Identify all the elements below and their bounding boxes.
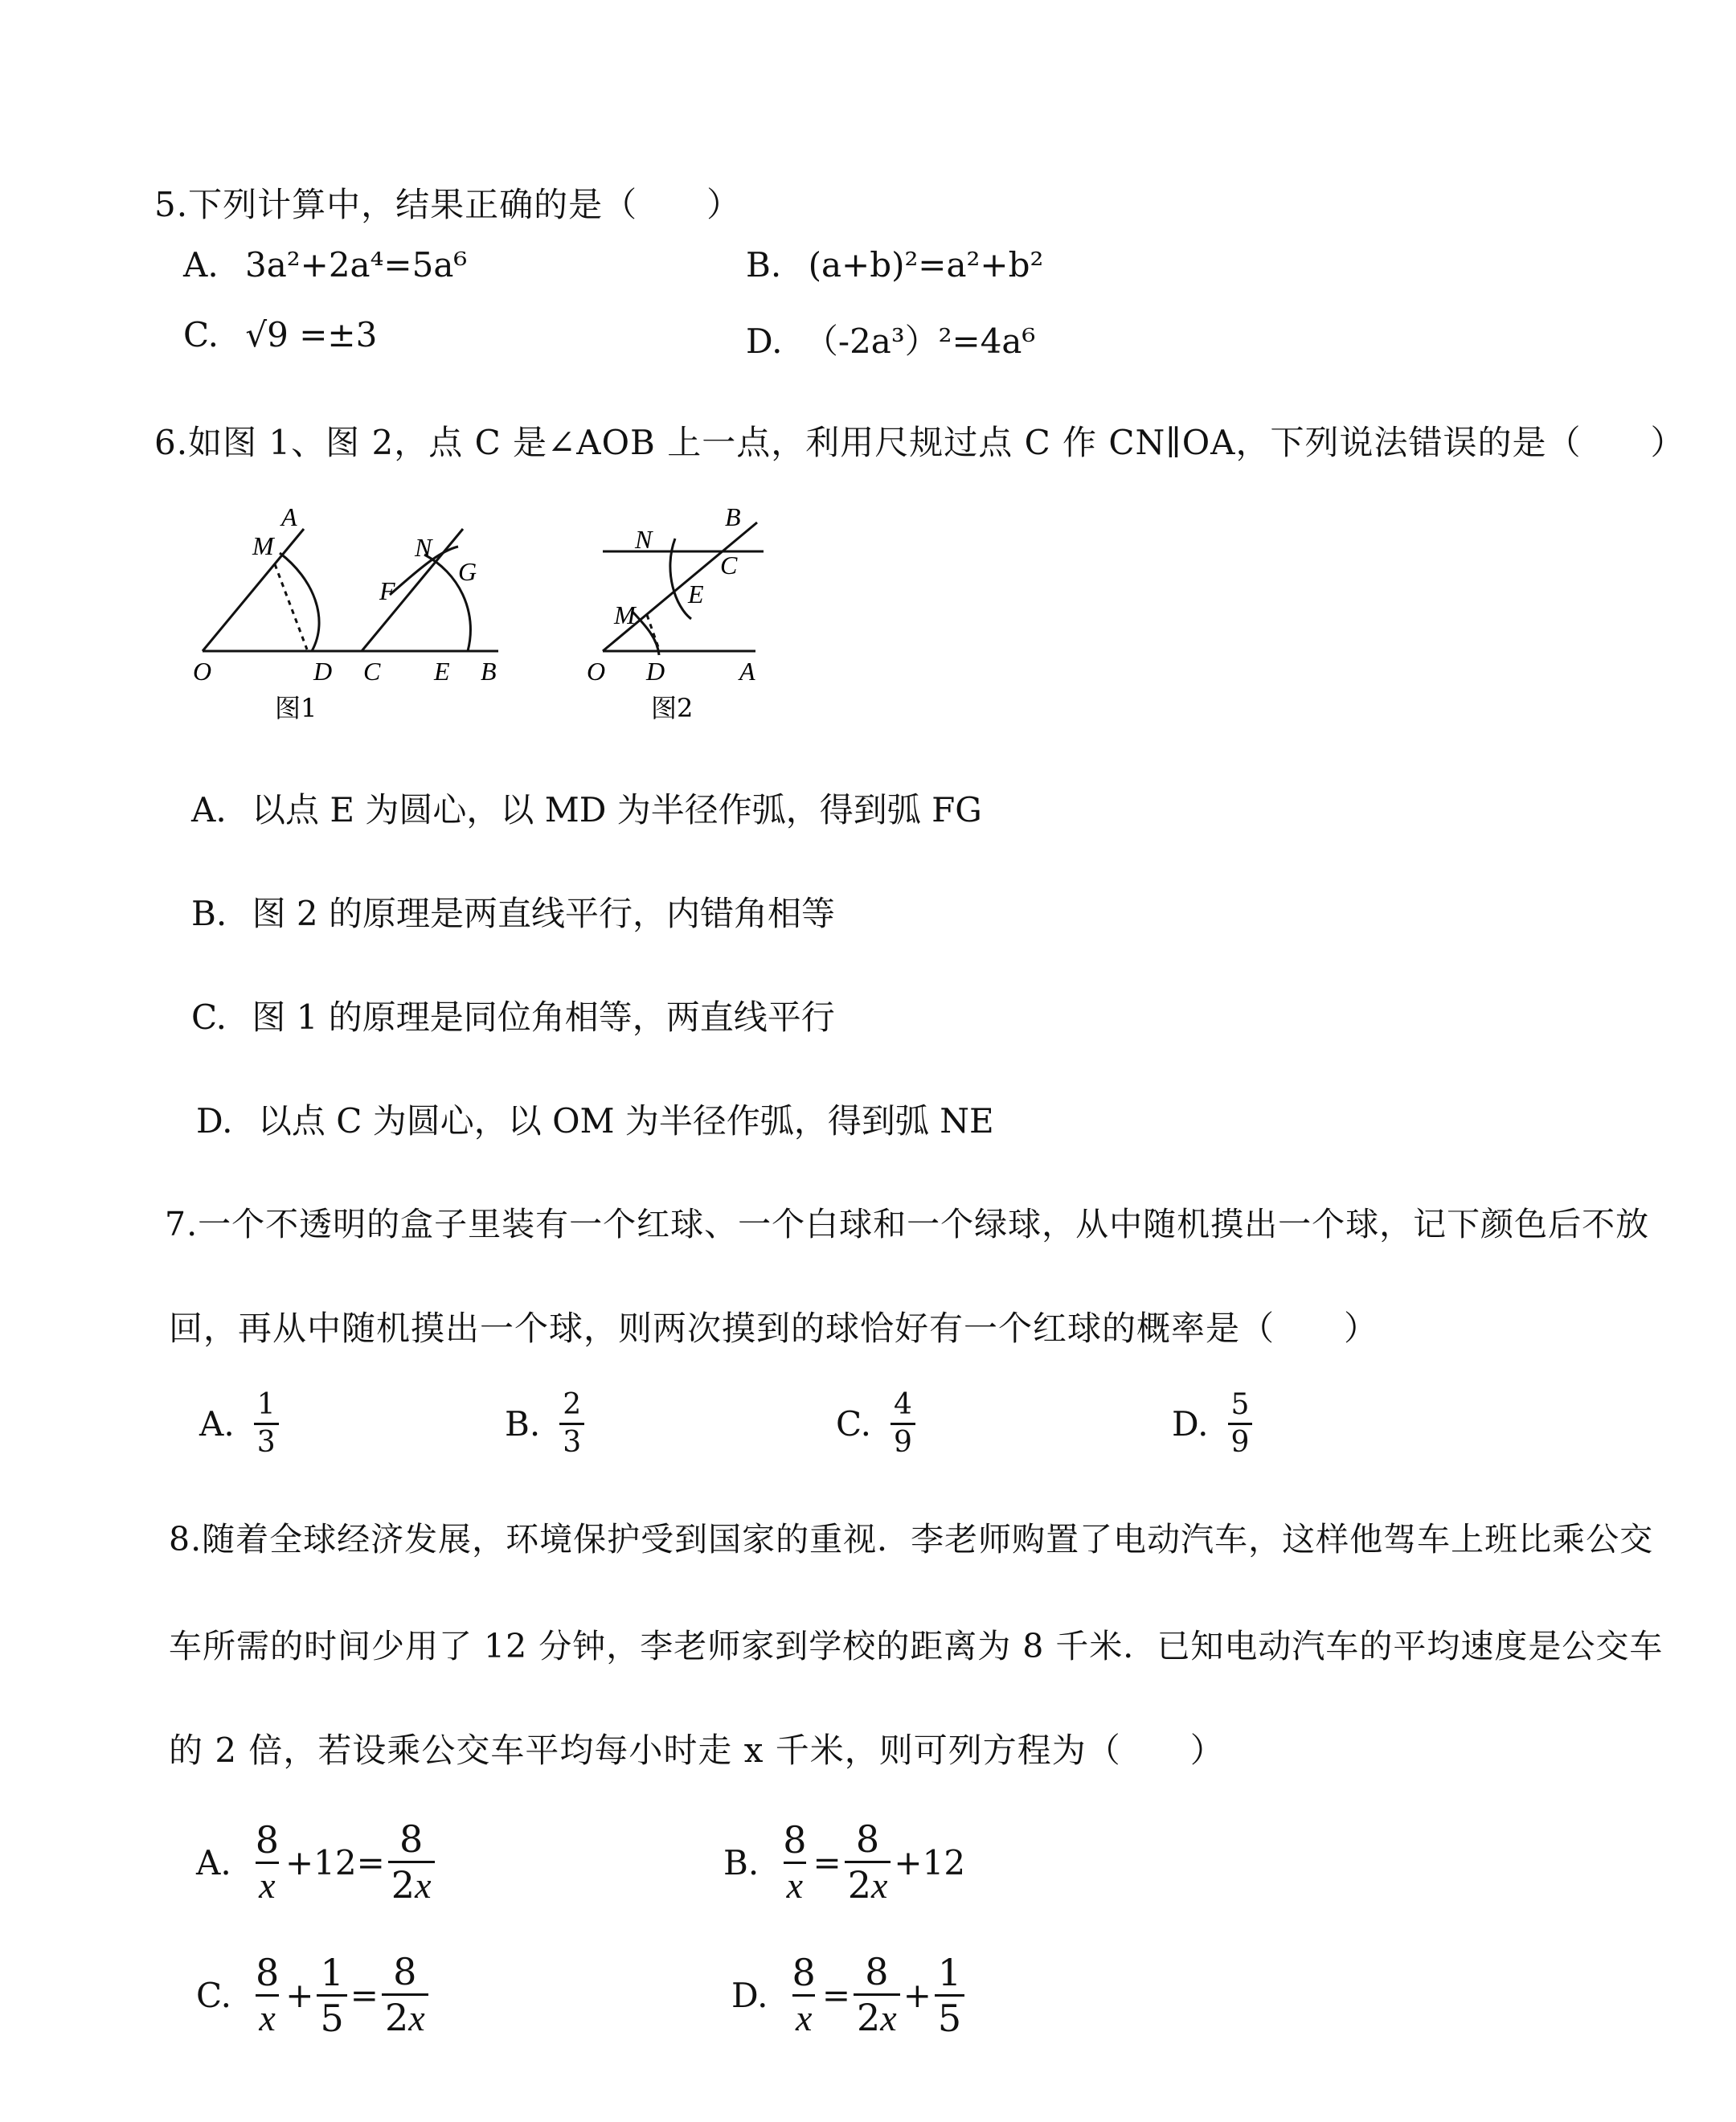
q5-option-a-label: A. bbox=[183, 245, 219, 285]
q8-stem-line-1: 8.随着全球经济发展，环境保护受到国家的重视．李老师购置了电动汽车，这样他驾车上班比乘公交 bbox=[169, 1520, 1654, 1559]
q8-stem-line-2: 车所需的时间少用了 12 分钟，李老师家到学校的距离为 8 千米．已知电动汽车的平均速度是公交车 bbox=[169, 1627, 1664, 1665]
fig2-label-c: C bbox=[720, 551, 738, 580]
q7-option-b-label: B. bbox=[505, 1404, 541, 1444]
q7-stem-line-1: 7.一个不透明的盒子里装有一个红球、一个白球和一个绿球，从中随机摸出一个球，记下颜色后不放 bbox=[165, 1205, 1650, 1243]
q6-figures bbox=[185, 506, 796, 731]
q7-option-d bbox=[1172, 1388, 1255, 1459]
q5-option-a-text: 3a²+2a⁴=5a⁶ bbox=[245, 245, 468, 285]
q8-option-c-equation: $\frac{8}{x}$ + $\frac{1}{5}$ = $\frac{8}{2x}$ bbox=[249, 1953, 432, 2037]
fig2-label-b: B bbox=[725, 506, 741, 531]
fig1-label-c: C bbox=[363, 657, 381, 686]
q6-option-b-label: B. bbox=[191, 894, 227, 933]
q7-option-c bbox=[836, 1388, 919, 1459]
q6-stem: 6.如图 1、图 2，点 C 是∠AOB 上一点，利用尺规过点 C 作 CN∥OA，下列说法错误的是（ ） bbox=[154, 423, 1685, 462]
q6-option-c bbox=[191, 991, 835, 1039]
q8-option-a-text bbox=[0, 0, 1, 1]
q6-option-b bbox=[191, 887, 835, 936]
q5-option-c-text: √9 =±3 bbox=[245, 315, 378, 354]
q7-option-c-label: C. bbox=[836, 1404, 871, 1444]
q5-option-d-text: （-2a³）²=4a⁶ bbox=[804, 322, 1036, 361]
fig2-label-n: N bbox=[635, 525, 653, 554]
figure-2 bbox=[603, 522, 764, 655]
fig2-caption: 图2 bbox=[651, 693, 694, 723]
q5-option-d-label: D. bbox=[746, 322, 783, 361]
q7-option-c-num: 4 bbox=[894, 1388, 912, 1421]
q7-option-b-den: 3 bbox=[559, 1423, 584, 1457]
q5-option-c-label: C. bbox=[183, 315, 219, 354]
q5-option-b bbox=[746, 245, 1043, 285]
fig1-label-a: A bbox=[281, 506, 297, 531]
fig1-label-e: E bbox=[434, 657, 450, 686]
q8-option-c bbox=[196, 1950, 432, 2040]
q5-option-c bbox=[183, 315, 377, 354]
q7-option-c-den: 9 bbox=[891, 1423, 915, 1457]
q6-option-c-label: C. bbox=[191, 998, 227, 1037]
fig2-label-d: D bbox=[646, 657, 665, 686]
fig1-label-m: M bbox=[252, 531, 274, 560]
q6-option-a-label: A. bbox=[191, 790, 227, 830]
q8-option-d-equation: $\frac{8}{x}$ = $\frac{8}{2x}$ + $\frac{1}{5}$ bbox=[786, 1953, 968, 2037]
q6-option-d-text: 以点 C 为圆心，以 OM 为半径作弧，得到弧 NE bbox=[257, 1101, 994, 1141]
q7-option-b-num: 2 bbox=[563, 1388, 582, 1421]
q8-option-c-label: C. bbox=[196, 1975, 231, 2015]
q8-option-b bbox=[723, 1817, 966, 1907]
fig1-label-f: F bbox=[379, 576, 395, 605]
fig1-ray-cn bbox=[362, 529, 463, 651]
q8-option-b-label: B. bbox=[723, 1842, 760, 1882]
q8-option-d bbox=[731, 1950, 968, 2040]
q7-option-a-label: A. bbox=[199, 1404, 235, 1444]
q6-option-c-text: 图 1 的原理是同位角相等，两直线平行 bbox=[252, 998, 835, 1037]
fig1-label-o: O bbox=[193, 657, 212, 686]
q5-stem: 5.下列计算中，结果正确的是（ ） bbox=[154, 185, 742, 224]
fig1-label-d: D bbox=[313, 657, 333, 686]
q8-option-a bbox=[196, 1817, 438, 1907]
fig1-caption: 图1 bbox=[275, 693, 317, 723]
fig1-label-n: N bbox=[415, 533, 432, 562]
q8-option-a-label: A. bbox=[196, 1842, 231, 1882]
q5-option-b-text: (a+b)²=a²+b² bbox=[808, 245, 1044, 285]
q7-option-a-fraction bbox=[254, 1388, 279, 1459]
fig2-label-e: E bbox=[688, 580, 704, 608]
q7-option-a-num: 1 bbox=[256, 1388, 276, 1421]
q5-option-a bbox=[183, 245, 467, 285]
figure-1 bbox=[203, 529, 498, 651]
q5-option-d bbox=[746, 315, 1035, 363]
fig1-label-b: B bbox=[481, 657, 497, 686]
q6-option-d bbox=[196, 1095, 994, 1143]
fig2-label-m: M bbox=[614, 600, 636, 629]
fig2-ray-ob bbox=[603, 522, 757, 651]
fig2-arc-md bbox=[632, 611, 659, 655]
q8-stem-line-3: 的 2 倍，若设乘公交车平均每小时走 x 千米，则可列方程为（ ） bbox=[169, 1731, 1225, 1770]
q7-option-d-label: D. bbox=[1172, 1404, 1209, 1444]
q8-option-d-label: D. bbox=[731, 1975, 768, 2015]
q7-stem-line-2: 回，再从中随机摸出一个球，则两次摸到的球恰好有一个红球的概率是（ ） bbox=[169, 1309, 1379, 1348]
q6-option-a bbox=[191, 784, 982, 832]
q7-option-d-fraction bbox=[1228, 1388, 1253, 1459]
fig2-label-o: O bbox=[587, 657, 606, 686]
fig1-arc-md bbox=[280, 553, 319, 651]
q7-option-b bbox=[505, 1388, 588, 1459]
q6-option-b-text: 图 2 的原理是两直线平行，内错角相等 bbox=[252, 894, 836, 933]
q8-option-a-equation: $\frac{8}{x}$ +12= $\frac{8}{2x}$ bbox=[249, 1821, 438, 1904]
q7-option-c-fraction bbox=[891, 1388, 915, 1459]
q5-option-b-label: B. bbox=[746, 245, 782, 285]
q8-option-b-equation: $\frac{8}{x}$ = $\frac{8}{2x}$ +12 bbox=[783, 1817, 966, 1907]
q7-option-b-fraction bbox=[559, 1388, 584, 1459]
q7-option-a-den: 3 bbox=[254, 1423, 279, 1457]
q6-option-d-label: D. bbox=[196, 1101, 233, 1141]
q7-option-a bbox=[199, 1388, 282, 1459]
q8-equation-text-holder bbox=[0, 0, 1, 1]
q7-option-d-num: 5 bbox=[1230, 1388, 1250, 1421]
q7-option-d-den: 9 bbox=[1228, 1423, 1253, 1457]
fig1-label-g: G bbox=[458, 557, 477, 586]
fig2-label-a: A bbox=[739, 657, 755, 686]
q6-option-a-text: 以点 E 为圆心，以 MD 为半径作弧，得到弧 FG bbox=[252, 790, 982, 830]
